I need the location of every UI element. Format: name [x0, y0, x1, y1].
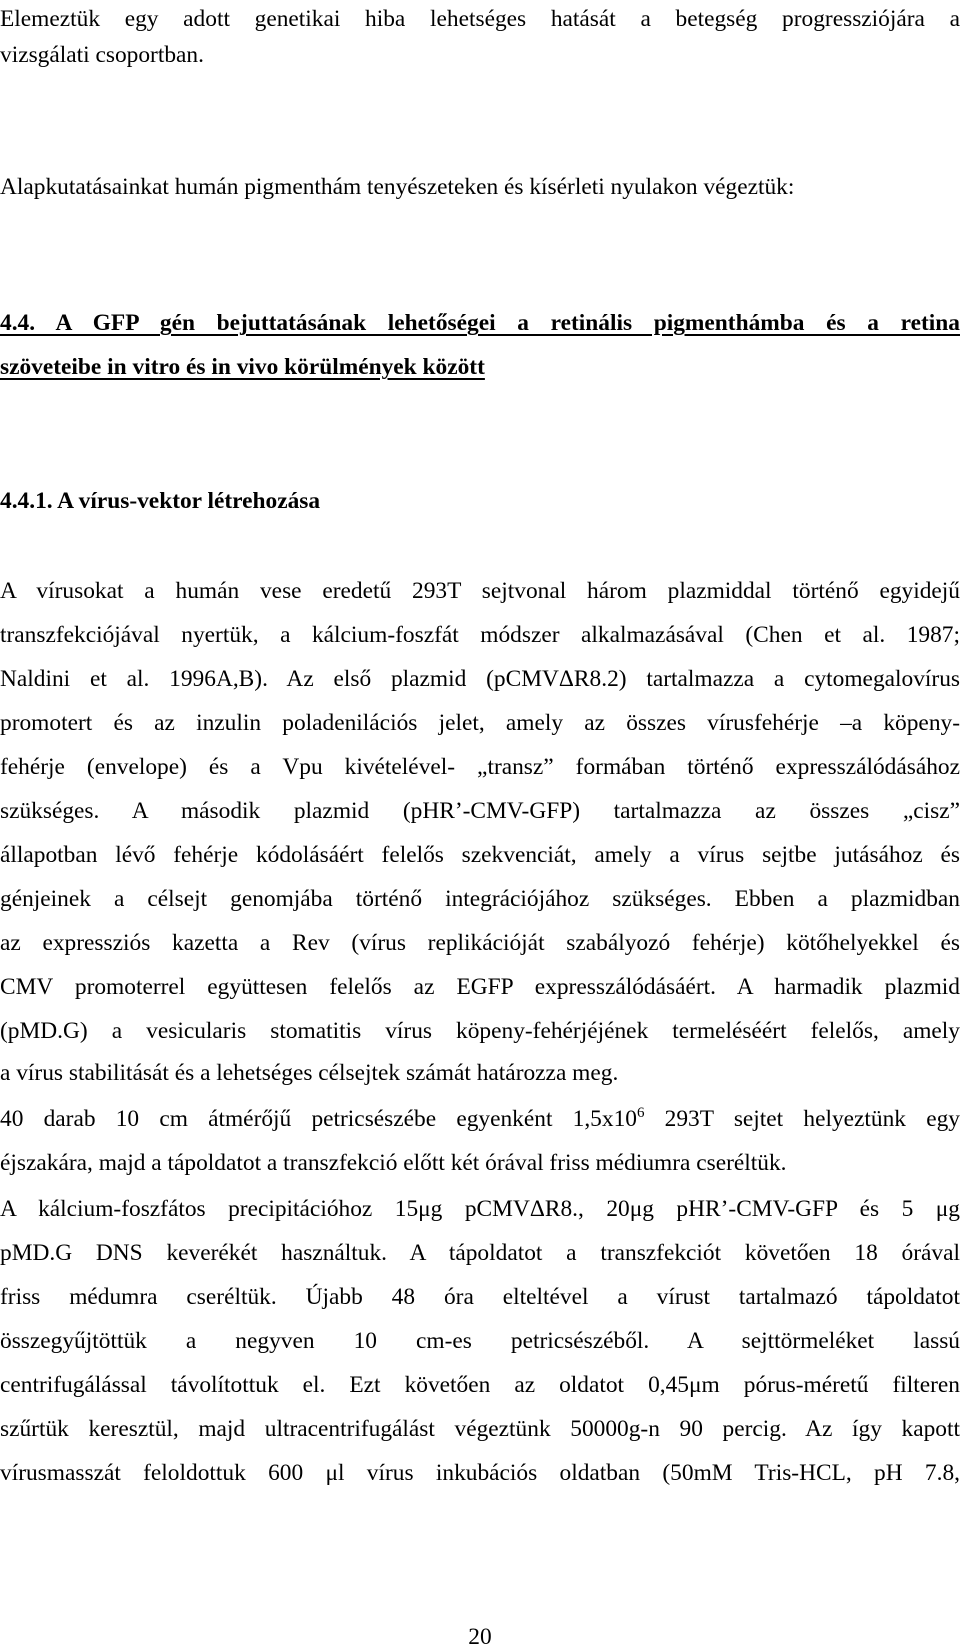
paragraph-research-line: Alapkutatásainkat humán pigmenthám tenyészeteken és kísérleti nyulakon végeztük:: [0, 174, 795, 200]
section-heading: 4.4. A GFP gén bejuttatásának lehetőségei a retinális pigmenthámba és a retina: [0, 310, 960, 336]
petri-text: 293T sejtet helyeztünk egy: [644, 1106, 960, 1132]
body-line: pMD.G DNS keverékét használtuk. A tápoldatot a transzfekciót követően 18 órával: [0, 1240, 960, 1266]
page-number: 20: [468, 1624, 492, 1650]
body-line: fehérje (envelope) és a Vpu kivételével- „transz” formában történő expresszálódásához: [0, 754, 960, 780]
body-line: összegyűjtöttük a negyven 10 cm-es petricsészéből. A sejttörmeléket lassú: [0, 1328, 960, 1354]
body-line: szükséges. A második plazmid (pHR’-CMV-GFP) tartalmazza az összes „cisz”: [0, 798, 960, 824]
body-line: állapotban lévő fehérje kódolásáért felelős szekvenciát, amely a vírus sejtbe jutásához és: [0, 842, 960, 868]
body-line: A vírusokat a humán vese eredetű 293T sejtvonal három plazmiddal történő egyidejű: [0, 578, 960, 604]
body-line: transzfekciójával nyertük, a kálcium-foszfát módszer alkalmazásával (Chen et al. 1987;: [0, 622, 960, 648]
body-line: génjeinek a célsejt genomjába történő integrációjához szükséges. Ebben a plazmidban: [0, 886, 960, 912]
body-line: promotert és az inzulin poladenilációs jelet, amely az összes vírusfehérje –a köpeny-: [0, 710, 960, 736]
section-heading: szöveteibe in vitro és in vivo körülmények között: [0, 354, 485, 380]
body-line: friss médumra cseréltük. Újabb 48 óra elteltével a vírust tartalmazó tápoldatot: [0, 1284, 960, 1310]
body-line: éjszakára, majd a tápoldatot a transzfekció előtt két órával friss médiumra cseréltük.: [0, 1150, 787, 1176]
body-line: (pMD.G) a vesicularis stomatitis vírus köpeny-fehérjéjének termeléséért felelős, amely: [0, 1018, 960, 1044]
subsection-heading: 4.4.1. A vírus-vektor létrehozása: [0, 488, 321, 514]
body-line: a vírus stabilitását és a lehetséges célsejtek számát határozza meg.: [0, 1060, 619, 1086]
body-line: szűrtük keresztül, majd ultracentrifugálást végeztünk 50000g-n 90 percig. Az így kapott: [0, 1416, 960, 1442]
paragraph-intro-line: vizsgálati csoportban.: [0, 42, 204, 68]
body-line: Naldini et al. 1996A,B). Az első plazmid (pCMVΔR8.2) tartalmazza a cytomegalovírus: [0, 666, 960, 692]
body-line: az expressziós kazetta a Rev (vírus replikációját szabályozó fehérje) kötőhelyekkel és: [0, 930, 960, 956]
body-line-petri: [0, 1104, 960, 1134]
petri-text: 40 darab 10 cm átmérőjű petricsészébe egyenként 1,5x10: [0, 1106, 637, 1132]
body-line: centrifugálással távolítottuk el. Ezt követően az oldatot 0,45μm pórus-méretű filteren: [0, 1372, 960, 1398]
body-line: vírusmasszát feloldottuk 600 μl vírus inkubációs oldatban (50mM Tris-HCL, pH 7.8,: [0, 1460, 960, 1486]
exponent: 6: [636, 1105, 645, 1121]
body-line: A kálcium-foszfátos precipitációhoz 15μg pCMVΔR8., 20μg pHR’-CMV-GFP és 5 μg: [0, 1196, 960, 1222]
body-line: CMV promoterrel együttesen felelős az EGFP expresszálódásáért. A harmadik plazmid: [0, 974, 960, 1000]
paragraph-intro-line: Elemeztük egy adott genetikai hiba lehetséges hatását a betegség progressziójára a: [0, 6, 960, 32]
